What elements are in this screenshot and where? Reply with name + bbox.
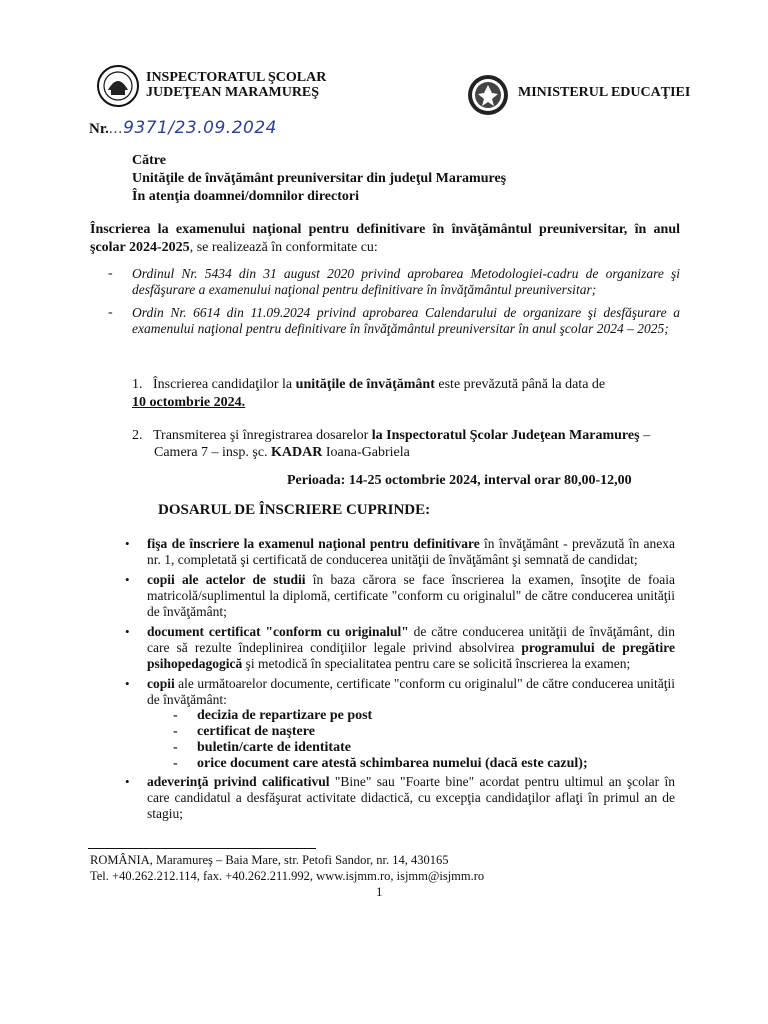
item-1-text: în învăţământ - prevăzută în anexa nr. 1, completată şi certificată de conducerea unităţii de învăţământ şi semnată de candidat; [147,536,676,567]
list-item [125,676,675,708]
item-4-bold: copii [147,676,175,691]
item-4-text: ale următoarelor documente, certificate "conform cu originalul" de către conducerea unităţii de învăţământ: [147,676,675,707]
step-2-text-b: la Inspectoratul Şcolar Judeţean Maramureş [371,428,640,443]
registration-number: Nr....9371/23.09.2024 [89,118,277,138]
page-number: 1 [376,884,383,899]
item-2-text: în baza cărora se face înscrierea la examen, însoţite de foaia matricolă/suplimentul la diplomă, certificate "conform cu originalul" de către conducerea unităţii de învăţământ; [147,572,675,619]
sub-list-item: - orice document care atestă schimbarea numelui (dacă este cazul); [173,756,588,771]
step-2-text-c: – [639,428,651,443]
dash-marker: - [108,305,113,320]
step-2-number: 2. [132,428,143,443]
bullet-icon: • [125,572,130,587]
catre-label: Către [132,153,166,168]
step-2-inspector-name: Ioana-Gabriela [322,445,410,460]
ministry-name: MINISTERUL EDUCAŢIEI [518,85,691,100]
intro-rest: , se realizează în conformitate cu: [189,240,378,255]
sub-list-item: - decizia de repartizare pe post [173,708,373,723]
recipients [132,170,506,206]
bullet-icon: • [125,774,130,789]
isj-logo-icon [96,64,140,108]
list-item [125,774,675,822]
isj-name-line1: INSPECTORATUL ŞCOLAR [146,70,327,85]
list-item [125,536,675,568]
step-2-inspector-surname: KADAR [271,445,323,460]
submission-period: Perioada: 14-25 octombrie 2024, interval orar 80,00-12,00 [287,473,632,488]
nr-value: 9371/23.09.2024 [123,118,277,138]
sub-list-item: - buletin/carte de identitate [173,740,351,755]
sub-item-text: buletin/carte de identitate [197,740,351,755]
dash-marker: - [108,266,113,281]
step-2-text-d: Camera 7 – insp. şc. [154,445,272,460]
bullet-icon: • [125,624,130,639]
sub-item-text: decizia de repartizare pe post [197,708,373,723]
step-1-text-a: Înscrierea candidaţilor la [153,377,296,392]
list-item [125,624,675,672]
legal-ref-text: Ordinul Nr. 5434 din 31 august 2020 privind aprobarea Metodologiei-cadru de organizare şi desfăşurare a examenului naţional pentru definitivare în învăţământul preuniversitar; [132,266,680,297]
footer-divider [88,848,316,849]
step-1-text-c: este prevăzută până la data de [434,377,606,392]
list-item [125,572,675,620]
isj-name-line2: JUDEŢEAN MARAMUREŞ [146,85,320,100]
sub-list [173,708,675,772]
legal-ref-text: Ordin Nr. 6614 din 11.09.2024 privind aprobarea Calendarului de organizare şi desfăşurare a examenului naţional pentru definitivare în învăţământul preuniversitar în anul şcolar 2024 – 2025; [132,305,680,336]
item-5-bold: adeverinţă privind calificativul [147,774,330,789]
sub-item-text: certificat de naştere [197,724,315,739]
footer-contact: Tel. +40.262.212.114, fax. +40.262.211.992, www.isjmm.ro, isjmm@isjmm.ro [90,869,485,883]
nr-label: Nr. [89,121,109,137]
bullet-icon: • [125,676,130,691]
step-1-text-b: unităţile de învăţământ [295,377,435,392]
step-1-deadline: 10 octombrie 2024. [132,395,246,410]
recipients-line1: Unităţile de învăţământ preuniversitar din judeţul Maramureş [132,171,507,186]
step-2 [132,427,692,461]
item-5-text: "Bine" sau "Foarte bine" acordat pentru ultimul an şcolar în care candidatul a desfăşurat activitate didactică, cu excepţia candidaţilor aflaţi în primul an de stagiu; [147,774,675,821]
legal-ref-item [108,305,680,337]
item-1-bold: fişa de înscriere la examenul naţional pentru definitivare [147,536,480,551]
government-seal-icon [466,73,510,117]
item-3-text-b: şi metodică în specialitatea pentru care se solicită înscrierea la examen; [242,656,631,671]
step-1-number: 1. [132,377,143,392]
intro-bold: Înscrierea la examenului naţional pentru definitivare în învăţământul preuniversitar, în anul şcolar 2024-2025 [90,222,680,255]
step-1 [132,376,692,412]
step-2-text-a: Transmiterea şi înregistrarea dosarelor [153,428,372,443]
isj-name [146,70,326,100]
intro-paragraph [90,221,680,257]
bullet-icon: • [125,536,130,551]
footer-address: ROMÂNIA, Maramureş – Baia Mare, str. Petofi Sandor, nr. 14, 430165 [90,853,449,867]
dossier-list [125,536,675,826]
item-3-bold: document certificat "conform cu originalul" [147,624,409,639]
sub-list-item: - certificat de naştere [173,724,315,739]
dossier-heading: DOSARUL DE ÎNSCRIERE CUPRINDE: [158,502,431,518]
sub-item-text: orice document care atestă schimbarea numelui (dacă este cazul); [197,756,588,771]
item-2-bold: copii ale actelor de studii [147,572,306,587]
legal-ref-item [108,266,680,298]
item-3-text-a: de către conducerea unităţii de învăţământ, din care să rezulte îndeplinirea condiţiilor legale privind absolvirea [147,624,675,655]
footer [90,852,484,884]
recipients-line2: În atenţia doamnei/domnilor directori [132,189,359,204]
item-3-bold-2: programului de pregătire psihopedagogică [147,640,675,671]
